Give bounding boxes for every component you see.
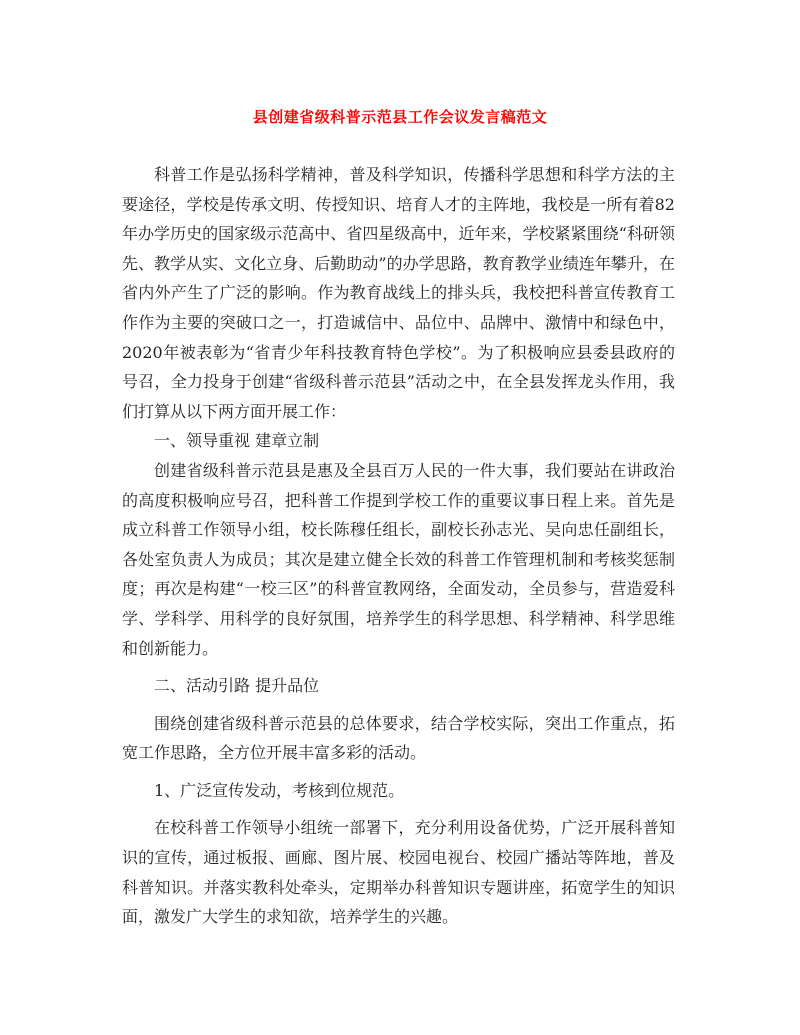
document-title: 县创建省级科普示范县工作会议发言稿范文 [252,108,548,126]
subsection-heading-1: 1、广泛宣传发动，考核到位规范。 [154,780,405,800]
section-heading-1: 一、领导重视 建章立制 [154,431,320,451]
section-2-paragraph: 围绕创建省级科普示范县的总体要求，结合学校实际，突出工作重点，拓宽工作思路，全方位开展丰富多彩的活动。 [122,713,675,763]
section-1-paragraph: 创建省级科普示范县是惠及全县百万人民的一件大事，我们要站在讲政治的高度积极响应号召，把科普工作提到学校工作的重要议事日程上来。首先是成立科普工作领导小组，校长陈穆任组长，副校长孙志光、吴向忠任副组长，各处室负责人为成员；其次是建立健全长效的科普工作管理机制和考核奖惩制度；再次是构建“一校三区”的科普宣教网络，全面发动，全员参与，营造爱科学、学科学、用科学的良好氛围，培养学生的科学思想、科学精神、科学思维和创新能力。 [122,460,675,658]
subsection-1-paragraph: 在校科普工作领导小组统一部署下，充分利用设备优势，广泛开展科普知识的宣传，通过板报、画廊、图片展、校园电视台、校园广播站等阵地，普及科普知识。并落实教科处牵头，定期举办科普知识专题讲座，拓宽学生的知识面，激发广大学生的求知欲，培养学生的兴趣。 [122,818,675,927]
document-body [122,160,675,932]
intro-paragraph: 科普工作是弘扬科学精神，普及科学知识，传播科学思想和科学方法的主要途径，学校是传承文明、传授知识、培育人才的主阵地，我校是一所有着82年办学历史的国家级示范高中、省四星级高中，近年来，学校紧紧围绕“科研领先、教学从实、文化立身、后勤助动”的办学思路，教育教学业绩连年攀升，在省内外产生了广泛的影响。作为教育战线上的排头兵，我校把科普宣传教育工作作为主要的突破口之一，打造诚信中、品位中、品牌中、激情中和绿色中，2020年被表彰为“省青少年科技教育特色学校”。为了积极响应县委县政府的号召，全力投身于创建“省级科普示范县”活动之中，在全县发挥龙头作用，我们打算从以下两方面开展工作： [122,165,675,421]
section-heading-2: 二、活动引路 提升品位 [154,676,320,696]
